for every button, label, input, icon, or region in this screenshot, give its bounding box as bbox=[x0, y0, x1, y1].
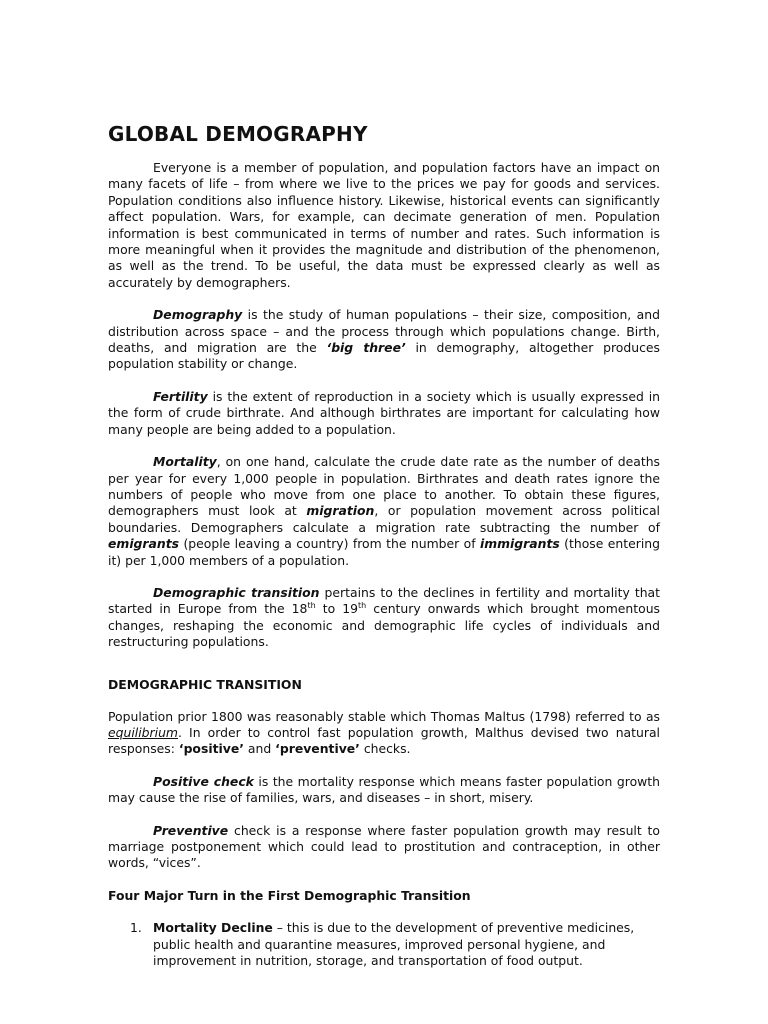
list-number: 1. bbox=[130, 920, 142, 936]
intro-paragraph: Everyone is a member of population, and population factors have an impact on many facets of life – from where we live to the prices we pay for goods and services. Population conditions also influence history. Likewise, historical events can significantly affect population. Wars, for example, can decimate generation of men. Population information is best communicated in terms of number and rates. Such information is more meaningful when it provides the magnitude and distribution of the phenomenon, as well as the trend. To be useful, the data must be expressed clearly as well as accurately by demographers. bbox=[108, 160, 660, 290]
transition-text-b: to 19 bbox=[315, 601, 358, 617]
positive-term: ‘positive’ bbox=[178, 741, 244, 757]
list-item bbox=[108, 920, 660, 969]
emigrants-term: emigrants bbox=[108, 536, 180, 552]
demography-paragraph bbox=[108, 307, 660, 373]
maltus-text-c: and bbox=[243, 741, 276, 757]
mortality-text-d: (those entering it) per 1,000 members of a population. bbox=[108, 536, 661, 568]
mortality-text-c: (people leaving a country) from the number of bbox=[179, 536, 480, 552]
mortality-paragraph bbox=[108, 454, 660, 569]
preventive-check-text: check is a response where faster population growth may result to marriage postponement which could lead to prostitution and contraception, in other words, “vices”. bbox=[108, 822, 660, 871]
fertility-paragraph bbox=[108, 389, 660, 438]
demography-term: Demography bbox=[153, 307, 243, 323]
fertility-text: is the extent of reproduction in a society which is usually expressed in the form of crude birthrate. And although birthrates are important for calculating how many people are being added to a population. bbox=[108, 388, 660, 437]
section-heading: DEMOGRAPHIC TRANSITION bbox=[108, 676, 302, 692]
positive-check-text: is the mortality response which means faster population growth may cause the rise of families, wars, and diseases – in short, misery. bbox=[108, 773, 660, 806]
demography-text-b: in demography, altogether produces population stability or change. bbox=[108, 340, 660, 372]
mortality-text-a: , on one hand, calculate the crude date rate as the number of deaths per year for every 1,000 people in population. Birthrates and death rates ignore the numbers of people who move from one place to another. To obtain these figures, demographers must look at bbox=[108, 454, 660, 519]
document-body bbox=[108, 120, 660, 969]
maltus-paragraph bbox=[108, 709, 660, 758]
preventive-term: ‘preventive’ bbox=[275, 741, 360, 757]
page-title: GLOBAL DEMOGRAPHY bbox=[108, 122, 368, 146]
fertility-term: Fertility bbox=[153, 388, 208, 404]
transition-text-a: pertains to the declines in fertility and mortality that started in Europe from the 18 bbox=[108, 584, 660, 617]
superscript-th-1: th bbox=[307, 601, 316, 611]
preventive-check-paragraph bbox=[108, 823, 660, 872]
mortality-text-b: , or population movement across political boundaries. Demographers calculate a migration rate subtracting the number of bbox=[108, 503, 661, 535]
subheading: Four Major Turn in the First Demographic Transition bbox=[108, 887, 471, 903]
maltus-text-b: . In order to control fast population growth, Malthus devised two natural responses: bbox=[108, 724, 660, 757]
maltus-text-d: checks. bbox=[359, 741, 411, 757]
mortality-term: Mortality bbox=[153, 454, 217, 470]
demographic-transition-term: Demographic transition bbox=[153, 584, 320, 600]
superscript-th-2: th bbox=[357, 601, 367, 611]
preventive-check-term: Preventive bbox=[153, 822, 229, 838]
transition-text-c: century onwards which brought momentous changes, reshaping the economic and demographic life cycles of individuals and restructuring populations. bbox=[108, 601, 660, 650]
maltus-text-a: Population prior 1800 was reasonably stable which Thomas Maltus (1798) referred to as bbox=[108, 708, 660, 724]
immigrants-term: immigrants bbox=[479, 536, 560, 552]
migration-term: migration bbox=[306, 503, 375, 519]
demography-text-a: is the study of human populations – their size, composition, and distribution across space – and the process through which populations change. Birth, deaths, and migration are the bbox=[108, 307, 660, 356]
equilibrium-term: equilibrium bbox=[108, 724, 178, 740]
positive-check-term: Positive check bbox=[153, 773, 254, 789]
mortality-decline-term: Mortality Decline bbox=[153, 920, 273, 936]
list-item-text: – this is due to the development of preventive medicines, public health and quarantine measures, improved personal hygiene, and improvement in nutrition, storage, and transportation of food output. bbox=[153, 920, 635, 969]
big-three-term: ‘big three’ bbox=[326, 340, 406, 356]
positive-check-paragraph bbox=[108, 774, 660, 807]
demographic-transition-paragraph bbox=[108, 585, 660, 651]
